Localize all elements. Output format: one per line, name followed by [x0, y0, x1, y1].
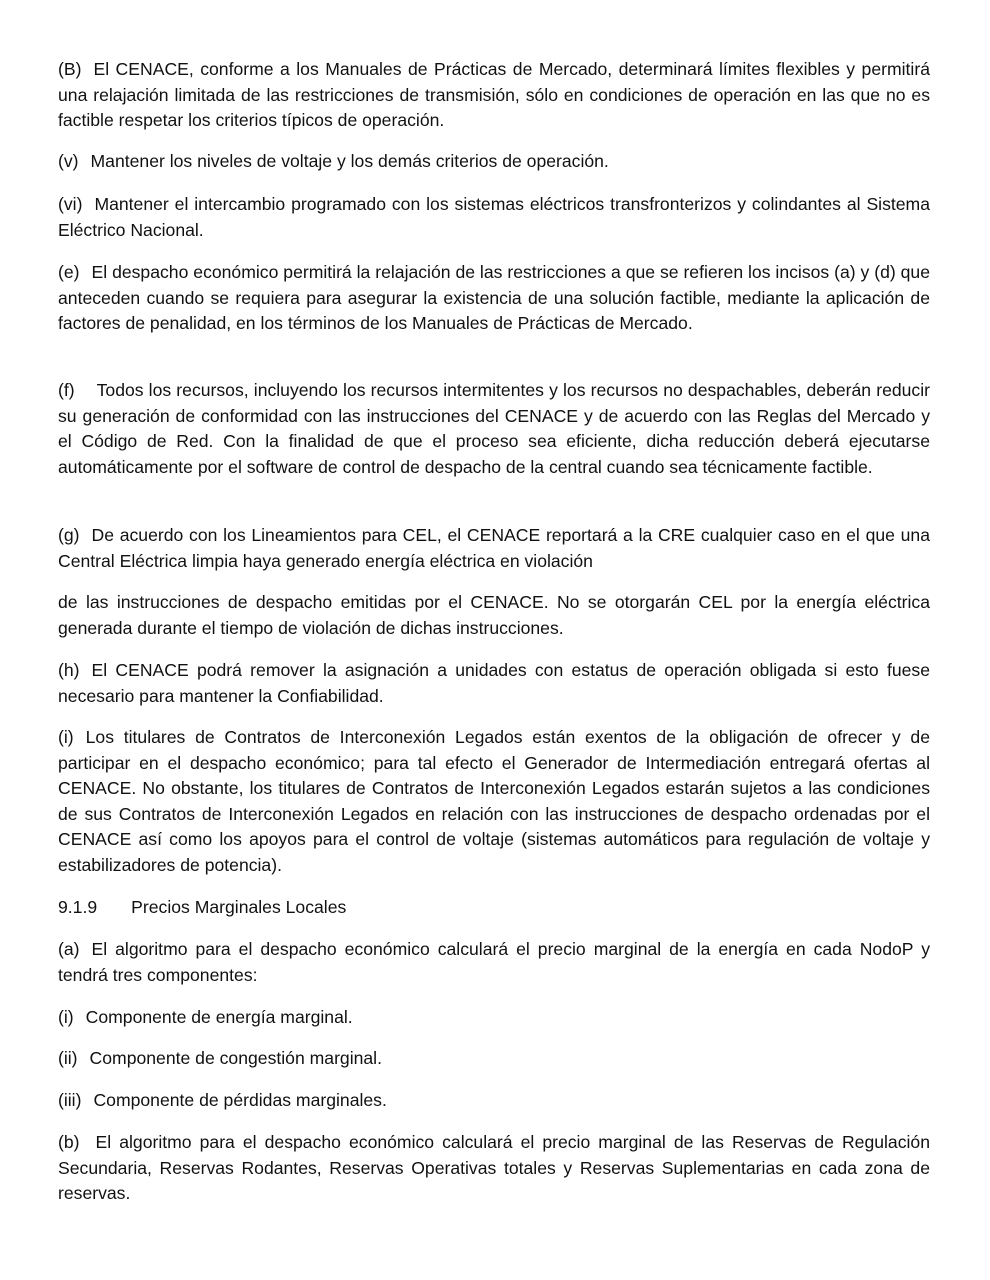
section-number: 9.1.9 — [58, 897, 98, 917]
paragraph-text: Componente de congestión marginal. — [89, 1048, 382, 1068]
section-title: Precios Marginales Locales — [131, 897, 347, 917]
paragraph-label: (e) — [58, 262, 80, 282]
paragraph-text: Mantener el intercambio programado con los sistemas eléctricos transfronterizos y colindantes al Sistema Eléctrico Nacional. — [58, 194, 930, 240]
paragraph-text: El CENACE, conforme a los Manuales de Prácticas de Mercado, determinará límites flexibles y permitirá una relajación limitada de las restricciones de transmisión, sólo en condiciones de operación en las que no es factible respetar los criterios típicos de operación. — [58, 59, 930, 131]
list-item-ii — [58, 1046, 930, 1072]
paragraph-f — [58, 378, 930, 480]
paragraph-text: Componente de energía marginal. — [85, 1007, 353, 1027]
paragraph-text: De acuerdo con los Lineamientos para CEL, el CENACE reportará a la CRE cualquier caso en el que una Central Eléctrica limpia haya generado energía eléctrica en violación — [58, 525, 930, 571]
paragraph-label: (i) — [58, 1007, 74, 1027]
paragraph-b — [58, 57, 930, 134]
paragraph-g-cont — [58, 590, 930, 641]
paragraph-text: Todos los recursos, incluyendo los recursos intermitentes y los recursos no despachables, deberán reducir su generación de conformidad con las instrucciones del CENACE y de acuerdo con las Reglas del Mercado y el Código de Red. Con la finalidad de que el proceso sea eficiente, dicha reducción deberá ejecutarse automáticamente por el software de control de despacho de la central cuando sea técnicamente factible. — [58, 380, 930, 477]
paragraph-label: (ii) — [58, 1048, 78, 1068]
paragraph-a — [58, 937, 930, 988]
paragraph-label: (vi) — [58, 194, 83, 214]
paragraph-label: (iii) — [58, 1090, 82, 1110]
paragraph-text: Mantener los niveles de voltaje y los demás criterios de operación. — [90, 151, 609, 171]
paragraph-label: (g) — [58, 525, 80, 545]
paragraph-text: El algoritmo para el despacho económico calculará el precio marginal de la energía en cada NodoP y tendrá tres componentes: — [58, 939, 930, 985]
paragraph-text: El algoritmo para el despacho económico calculará el precio marginal de las Reservas de Regulación Secundaria, Reservas Rodantes, Reservas Operativas totales y Reservas Suplementarias en cada zona de reservas. — [58, 1132, 930, 1204]
paragraph-e — [58, 260, 930, 337]
paragraph-text: El CENACE podrá remover la asignación a unidades con estatus de operación obligada si esto fuese necesario para mantener la Confiabilidad. — [58, 660, 930, 706]
paragraph-text: Los titulares de Contratos de Interconexión Legados están exentos de la obligación de ofrecer y de participar en el despacho económico; para tal efecto el Generador de Intermediación entregará ofertas al CENACE. No obstante, los titulares de Contratos de Interconexión Legados estarán sujetos a las condiciones de sus Contratos de Interconexión Legados en relación con las instrucciones de despacho ordenadas por el CENACE así como los apoyos para el control de voltaje (sistemas automáticos para regulación de voltaje y estabilizadores de potencia). — [58, 727, 930, 875]
paragraph-v — [58, 149, 930, 175]
paragraph-label: (i) — [58, 727, 74, 747]
list-item-iii — [58, 1088, 930, 1114]
section-heading — [58, 895, 930, 921]
paragraph-text: de las instrucciones de despacho emitidas por el CENACE. No se otorgarán CEL por la energía eléctrica generada durante el tiempo de violación de dichas instrucciones. — [58, 592, 930, 638]
paragraph-label: (h) — [58, 660, 80, 680]
paragraph-label: (B) — [58, 59, 82, 79]
paragraph-b2 — [58, 1130, 930, 1207]
paragraph-g — [58, 523, 930, 574]
paragraph-text: Componente de pérdidas marginales. — [93, 1090, 387, 1110]
paragraph-label: (f) — [58, 380, 75, 400]
list-item-i — [58, 1005, 930, 1031]
paragraph-label: (v) — [58, 151, 79, 171]
paragraph-vi — [58, 192, 930, 243]
paragraph-label: (b) — [58, 1132, 80, 1152]
paragraph-text: El despacho económico permitirá la relajación de las restricciones a que se refieren los incisos (a) y (d) que anteceden cuando se requiera para asegurar la existencia de una solución factible, mediante la aplicación de factores de penalidad, en los términos de los Manuales de Prácticas de Mercado. — [58, 262, 930, 334]
paragraph-label: (a) — [58, 939, 80, 959]
paragraph-h — [58, 658, 930, 709]
paragraph-i — [58, 725, 930, 879]
